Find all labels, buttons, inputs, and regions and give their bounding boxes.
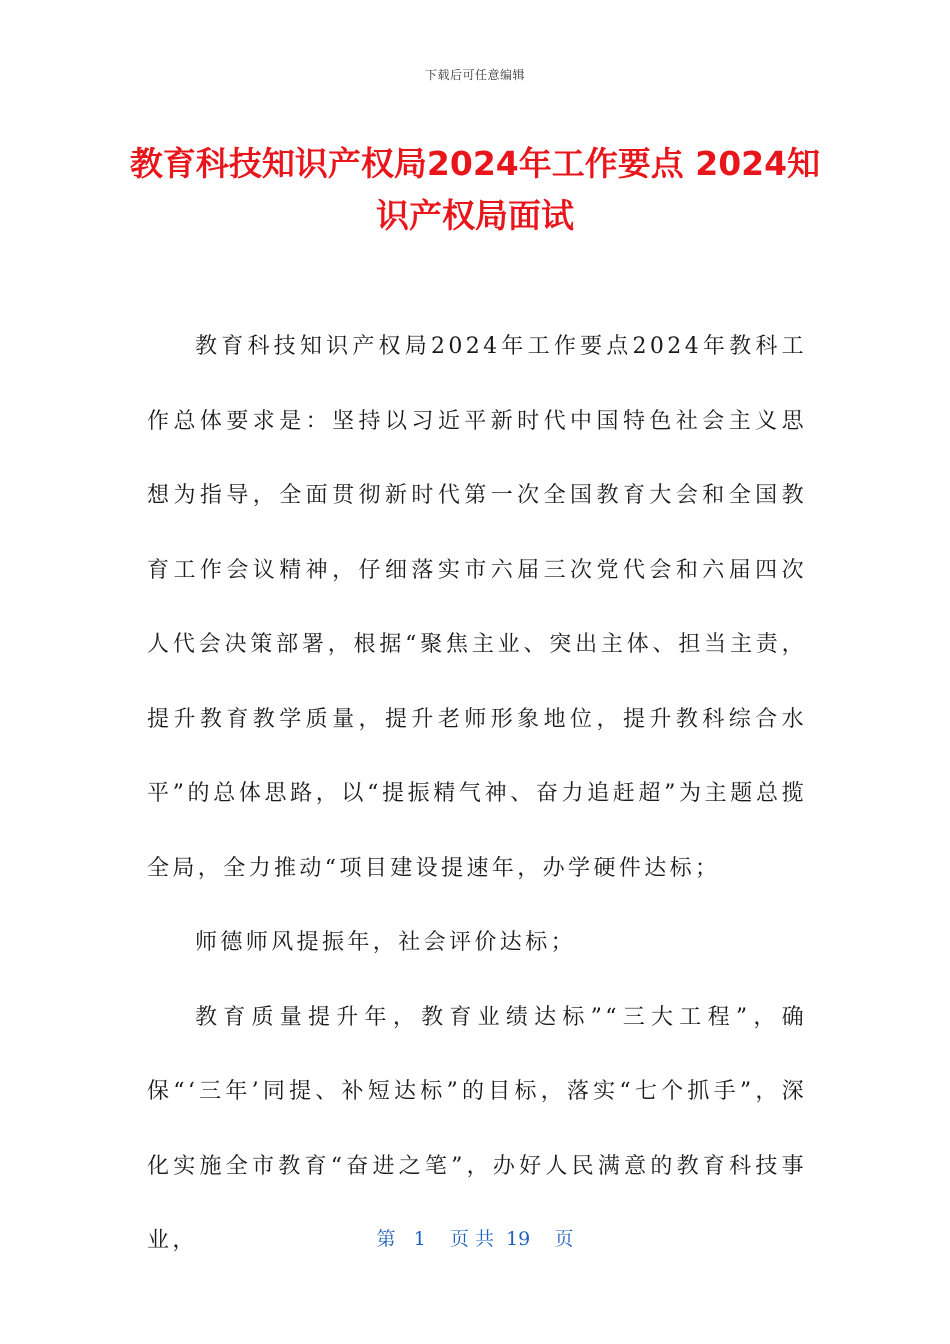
page-footer [0, 1224, 950, 1251]
footer-current-page: 1 [413, 1228, 426, 1250]
paragraph: 教育质量提升年，教育业绩达标”“三大工程”，确保“‘三年’同提、补短达标”的目标，落实“七个抓手”，深化实施全市教育“奋进之笔”，办好人民满意的教育科技事业， [147, 1004, 807, 1253]
paragraph: 师德师风提振年，社会评价达标； [195, 930, 577, 955]
document-title: 教育科技知识产权局2024年工作要点 2024知识产权局面试 [129, 144, 821, 235]
footer-total-pages: 19 [506, 1228, 531, 1250]
paragraph: 教育科技知识产权局2024年工作要点2024年教科工作总体要求是：坚持以习近平新时代中国特色社会主义思想为指导，全面贯彻新时代第一次全国教育大会和全国教育工作会议精神，仔细落实市六届三次党代会和六届四次人代会决策部署，根据“聚焦主业、突出主体、担当主责，提升教育教学质量，提升老师形象地位，提升教科综合水平”的总体思路，以“提振精气神、奋力追赶超”为主题总揽全局，全力推动“项目建设提速年，办学硬件达标； [147, 334, 807, 881]
document-body [147, 310, 807, 1279]
footer-page-middle: 页 共 [449, 1228, 494, 1250]
footer-page-suffix: 页 [554, 1228, 574, 1250]
footer-page-prefix: 第 [376, 1228, 396, 1250]
header-note: 下载后可任意编辑 [424, 68, 525, 82]
